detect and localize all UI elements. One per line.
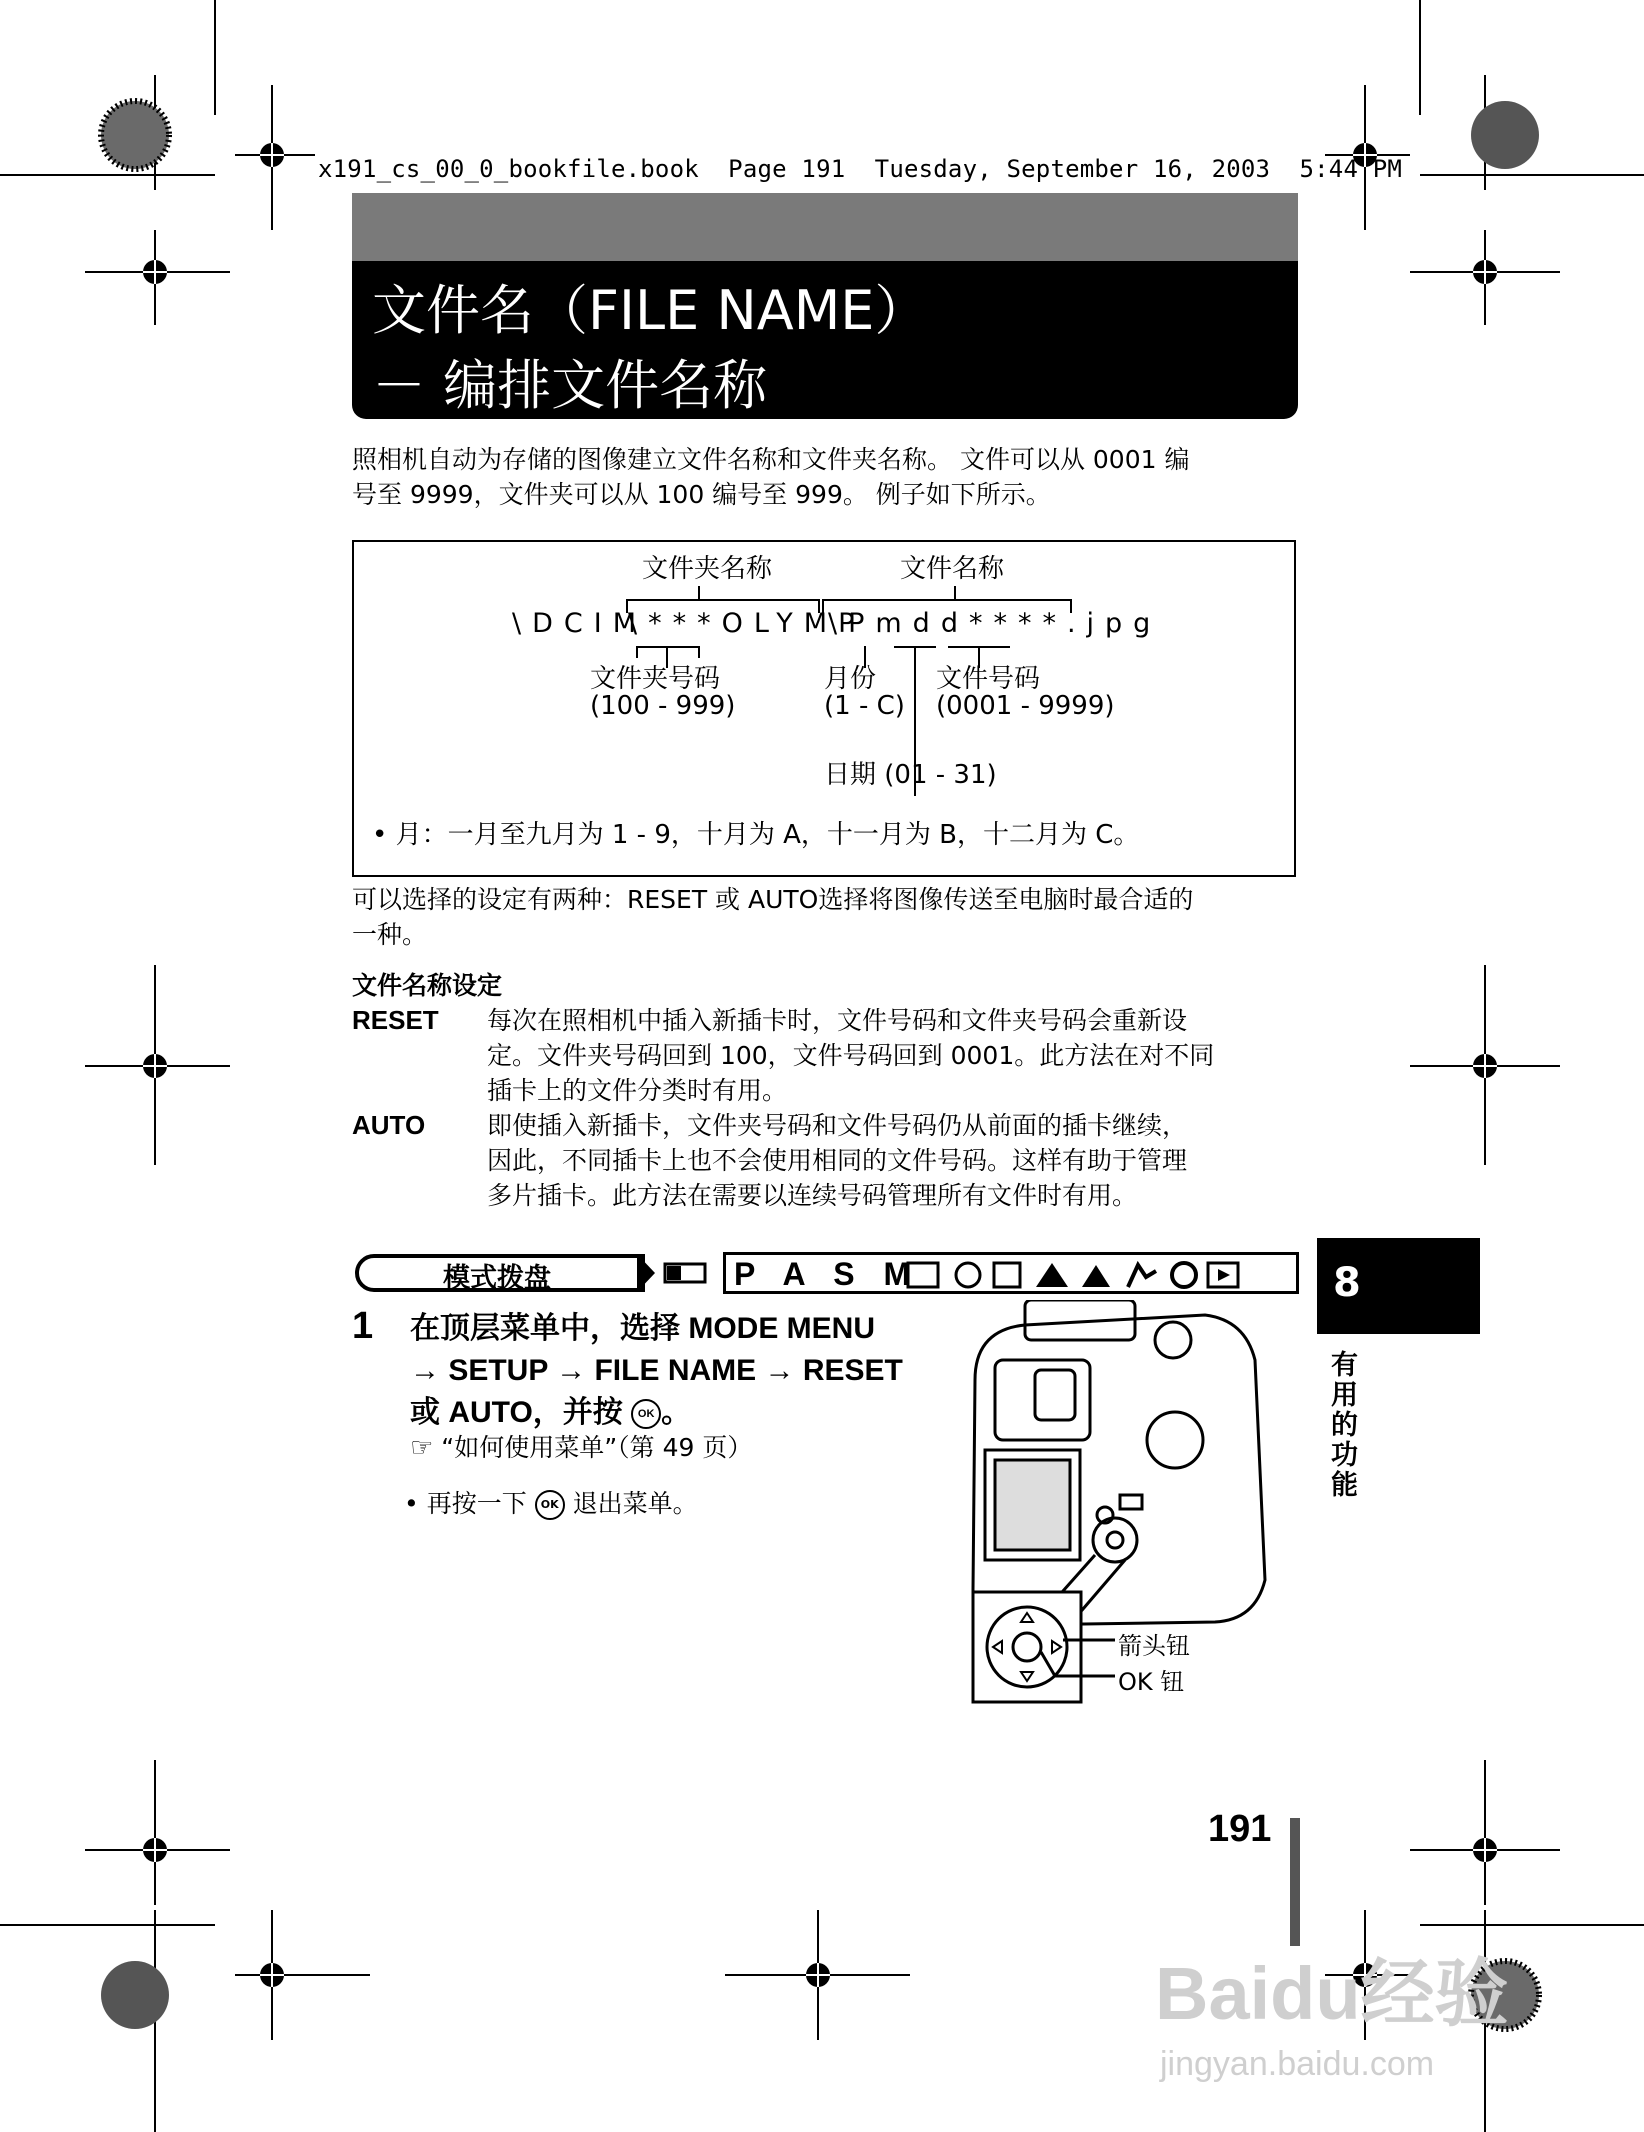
intro-text: 照相机自动为存储的图像建立文件名称和文件夹名称。 文件可以从 0001 编 号至 9999，文件夹可以从 100 编号至 999。 例子如下所示。 (352, 445, 1190, 509)
file-name-diagram (352, 540, 1296, 877)
ok-button-icon-small: OK (535, 1490, 565, 1520)
path-folder: \***OLYMP (628, 608, 866, 639)
step-number: 1 (352, 1305, 374, 1347)
auto-description: 即使插入新插卡，文件夹号码和文件号码仍从前面的插卡继续， 因此，不同插卡上也不会使用相同的文件号码。这样有助于管理 多片插卡。此方法在需要以连续号码管理所有文件时有用。 (487, 1111, 1188, 1210)
book-header: x191_cs_00_0_bookfile.book Page 191 Tuesday, September 16, 2003 5:44 PM (318, 155, 1403, 183)
page-number-bar (1290, 1818, 1300, 1946)
page-subtitle: － 编排文件名称 (372, 354, 768, 417)
watermark-url: jingyan.baidu.com (1160, 2045, 1435, 2083)
scene-mode-icons (906, 1259, 1296, 1291)
path-dcim: \DCIM (512, 608, 647, 639)
exit-menu-note: • 再按一下 OK 退出菜单。 (404, 1489, 698, 1518)
mode-icons (723, 1252, 1299, 1294)
mode-letters: P A S M (734, 1256, 921, 1292)
pointing-hand-icon: ☞ (410, 1433, 434, 1463)
folder-number-label: 文件夹号码 (100 - 999) (590, 664, 736, 721)
file-number-label: 文件号码 (0001 - 9999) (936, 664, 1115, 721)
reset-description: 每次在照相机中插入新插卡时，文件号码和文件夹号码会重新设 定。文件夹号码回到 100，文件号码回到 0001。此方法在对不同 插卡上的文件分类时有用。 (487, 1006, 1215, 1105)
arrow-and-card-icon (637, 1252, 727, 1294)
date-label: 日期 (01 - 31) (824, 760, 997, 790)
file-name-settings (352, 968, 1298, 1213)
auto-term: AUTO (352, 1110, 426, 1140)
path-file: \Pmdd****.jpg (828, 608, 1162, 639)
watermark: Baidu经验 (1155, 1952, 1509, 2035)
file-name-label: 文件名称 (900, 554, 1005, 584)
chapter-tab[interactable] (1317, 1238, 1480, 1334)
settings-heading: 文件名称设定 (352, 971, 503, 1000)
page-number: 191 (1208, 1808, 1272, 1850)
folder-name-label: 文件夹名称 (642, 554, 773, 584)
chapter-title: 有用的功能 (1326, 1350, 1357, 1500)
title-banner-top (352, 193, 1298, 261)
ok-button-icon: OK (631, 1399, 661, 1429)
ok-button-label: OK 钮 (1118, 1668, 1185, 1696)
mode-dial-label: 模式拨盘 (443, 1263, 551, 1294)
step-instruction: 在顶层菜单中，选择 MODE MENU → SETUP → FILE NAME → RESET 或 AUTO，并按 OK 。 (410, 1312, 903, 1429)
arrow-button-label: 箭头钮 (1118, 1632, 1190, 1660)
month-label: 月份 (1 - C) (824, 664, 905, 721)
month-note: • 月：一月至九月为 1 - 9，十月为 A，十一月为 B，十二月为 C。 (372, 820, 1140, 850)
reset-term: RESET (352, 1005, 439, 1035)
chapter-number: 8 (1333, 1260, 1361, 1306)
choice-text: 可以选择的设定有两种：RESET 或 AUTO选择将图像传送至电脑时最合适的 一种。 (352, 885, 1194, 949)
page-title: 文件名（FILE NAME） (372, 279, 929, 342)
menu-reference: ☞ “如何使用菜单”（第 49 页） (410, 1433, 753, 1463)
